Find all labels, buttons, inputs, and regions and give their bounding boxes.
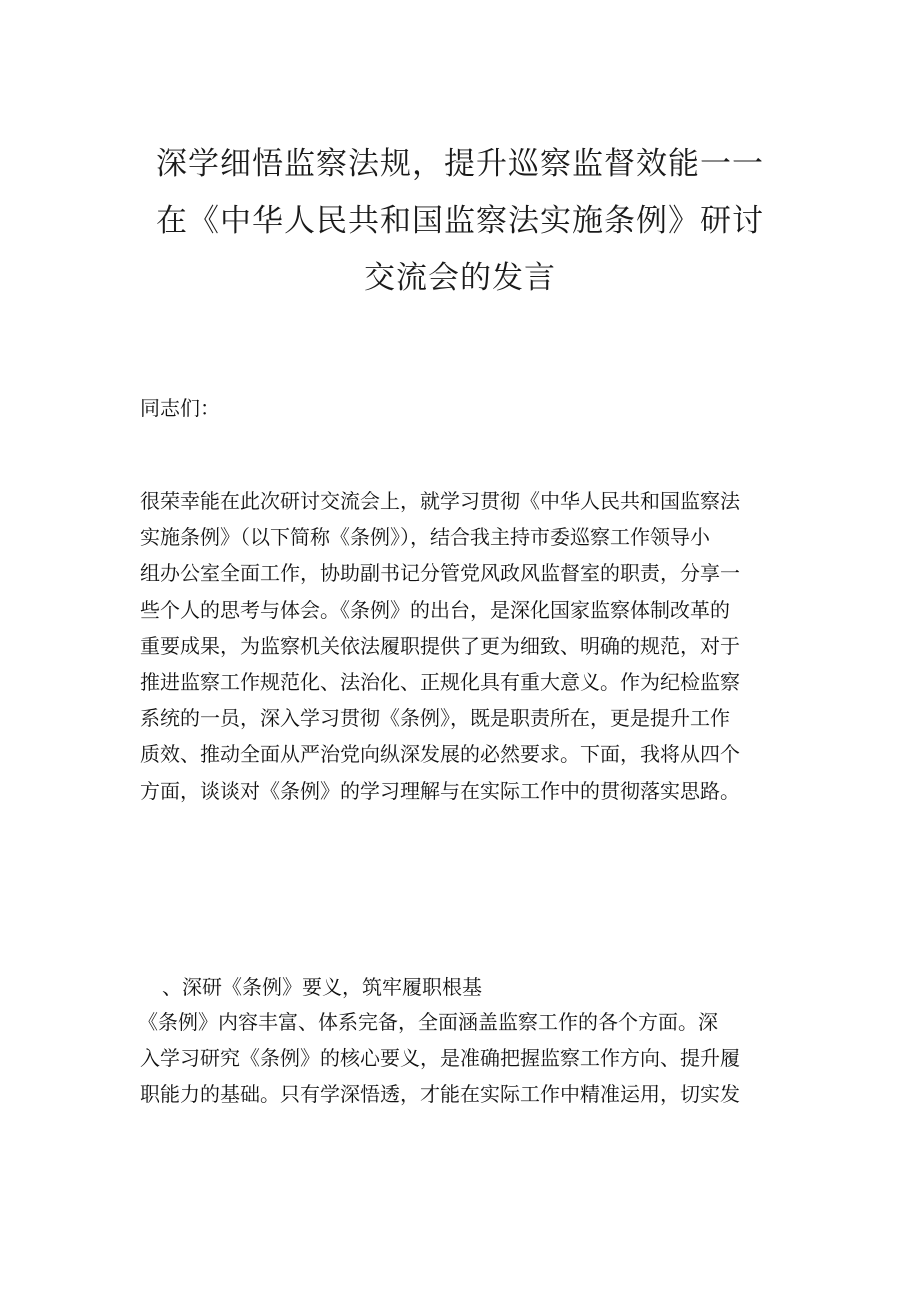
paragraph-line: 质效、推动全面从严治党向纵深发展的必然要求。下面，我将从四个 bbox=[140, 742, 740, 767]
paragraph-line: 很荣幸能在此次研讨交流会上，就学习贯彻《中华人民共和国监察法 bbox=[140, 489, 740, 513]
paragraph-line: 推进监察工作规范化、法治化、正规化具有重大意义。作为纪检监察 bbox=[140, 670, 740, 695]
title-line: 在《中华人民共和国监察法实施条例》研讨 bbox=[156, 203, 764, 239]
intro-paragraph bbox=[140, 483, 790, 809]
paragraph-line: 组办公室全面工作，协助副书记分管党风政风监督室的职责，分享一 bbox=[140, 561, 740, 586]
paragraph-line: 《条例》内容丰富、体系完备，全面涵盖监察工作的各个方面。深 bbox=[138, 1010, 718, 1034]
section-paragraph bbox=[140, 1004, 790, 1113]
paragraph-line: 入学习研究《条例》的核心要义，是准确把握监察工作方向、提升履 bbox=[140, 1046, 740, 1071]
paragraph-line: 方面，谈谈对《条例》的学习理解与在实际工作中的贯彻落实思路。 bbox=[140, 778, 740, 803]
salutation: 同志们： bbox=[140, 396, 220, 420]
paragraph-line: 实施条例》（以下简称《条例》），结合我主持市委巡察工作领导小 bbox=[140, 525, 710, 550]
paragraph-line: 些个人的思考与体会。《条例》的出台，是深化国家监察体制改革的 bbox=[140, 597, 730, 622]
title-line: 交流会的发言 bbox=[364, 260, 556, 296]
section-heading: 、深研《条例》要义，筑牢履职根基 bbox=[162, 975, 482, 999]
document-title bbox=[120, 136, 800, 307]
title-line: 深学细悟监察法规，提升巡察监督效能一一 bbox=[156, 146, 764, 182]
paragraph-line: 重要成果，为监察机关依法履职提供了更为细致、明确的规范，对于 bbox=[140, 633, 740, 658]
paragraph-line: 系统的一员，深入学习贯彻《条例》，既是职责所在，更是提升工作 bbox=[140, 706, 730, 731]
paragraph-line: 职能力的基础。只有学深悟透，才能在实际工作中精准运用，切实发 bbox=[140, 1082, 740, 1107]
